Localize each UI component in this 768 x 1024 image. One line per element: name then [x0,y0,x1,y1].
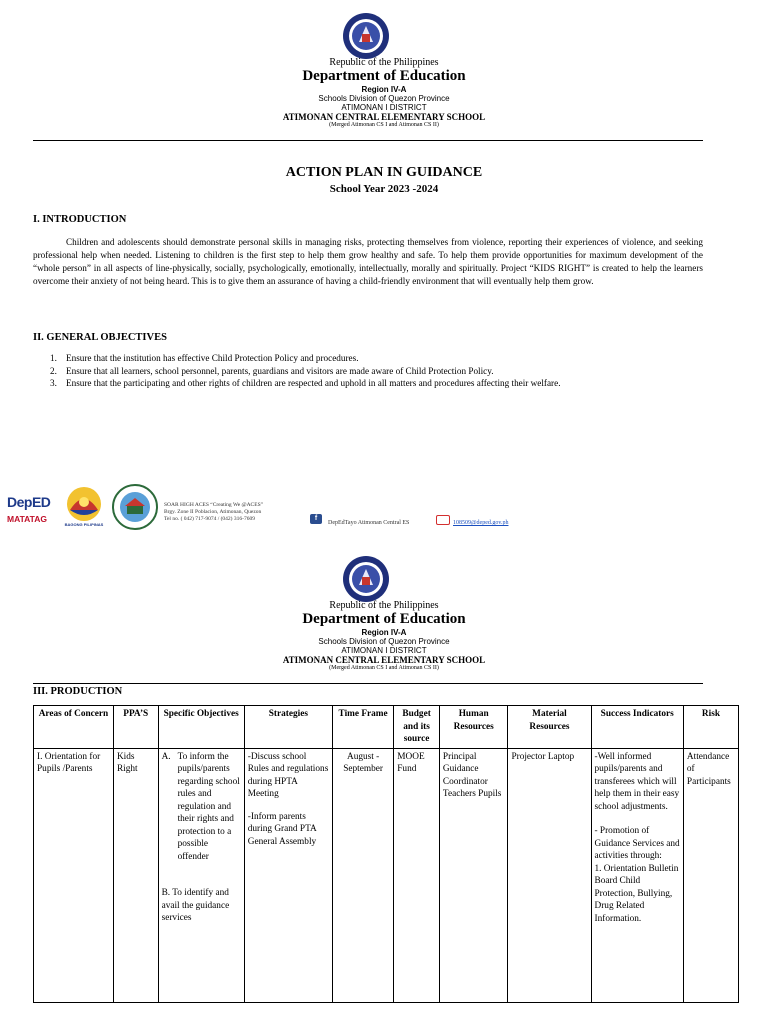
objectives-heading: II. GENERAL OBJECTIVES [33,332,167,343]
letterhead [0,57,768,129]
region-text: Region IV-A [361,85,407,94]
column-header: Material Resources [508,706,591,749]
merged-note: (Merged Atimonan CS I and Atimonan CS II) [329,665,439,671]
district-text: ATIMONAN I DISTRICT [341,646,427,655]
human-resources-cell: Principal Guidance Coordinator Teachers Pupils [439,748,508,1002]
column-header: PPA’S [113,706,158,749]
area-cell: I. Orientation for Pupils /Parents [34,748,114,1002]
success-indicators-cell [591,748,683,1002]
production-heading: III. PRODUCTION [33,686,123,697]
header-divider [33,683,703,684]
indicator-item: 1. Orientation Bulletin Board Child Protection, Bullying, Drug Related Information. [594,863,679,924]
matatag-logo-text: MATATAG [7,514,47,524]
budget-cell: MOOE Fund [394,748,440,1002]
table-header-row [34,706,739,749]
republic-text: Republic of the Philippines [329,57,439,68]
item-number: 3. [50,378,57,388]
column-header: Time Frame [333,706,394,749]
material-resources-cell: Projector Laptop [508,748,591,1002]
school-name: ATIMONAN CENTRAL ELEMENTARY SCHOOL [282,112,486,122]
division-text: Schools Division of Quezon Province [318,94,450,103]
bagong-pilipinas-logo [60,484,108,530]
region-text: Region IV-A [361,628,407,637]
list-item [50,352,710,365]
column-header: Areas of Concern [34,706,114,749]
footer-address-line: Brgy. Zone II Poblacion, Atimonan, Quezon [164,509,262,515]
objective-a-label: A. [161,751,171,762]
column-header: Success Indicators [591,706,683,749]
time-frame-cell: August - September [333,748,394,1002]
risk-cell: Attendance of Participants [683,748,738,1002]
strategy-item: -Discuss school Rules and regulations during HPTA Meeting [247,751,329,799]
division-text: Schools Division of Quezon Province [318,637,450,646]
page-footer [0,484,768,534]
table-row [34,748,739,1002]
school-year: School Year 2023 -2024 [329,183,439,195]
facebook-page-text: DepEdTayo Atimonan Central ES [328,520,410,526]
footer-tagline: SOAR HIGH ACES “Creating We @ACES” [164,502,264,508]
email-link[interactable]: 108509@deped.gov.ph [453,520,509,526]
bagong-pilipinas-text: BAGONG PILIPINAS [64,522,104,527]
column-header: Strategies [244,706,332,749]
introduction-heading: I. INTRODUCTION [33,214,127,225]
strategy-item: -Inform parents during Grand PTA General Assembly [247,811,317,847]
deped-matatag-logo [7,488,53,530]
deped-seal-logo [342,12,390,60]
item-number: 2. [50,365,57,376]
footer-tel: Tel no. ( 042) 717-9074 / (042) 316-7609 [164,516,255,522]
merged-note: (Merged Atimonan CS I and Atimonan CS II) [329,122,439,128]
column-header: Budget and its source [394,706,440,749]
objectives-cell [158,748,244,1002]
deped-seal-logo [342,555,390,603]
item-text: Ensure that the participating and other rights of children are respected and uphold in all matters and procedures affecting their welfare. [66,378,561,388]
header-divider [33,140,703,141]
action-plan-table [33,705,739,1003]
bagong-pilipinas-icon [60,484,108,524]
column-header: Human Resources [439,706,508,749]
item-text: Ensure that all learners, school personnel, parents, guardians and visitors are made aware of Child Protection Policy. [66,365,494,376]
item-number: 1. [50,353,57,363]
school-seal-logo [112,484,158,530]
objectives-list [50,352,710,390]
objective-b-text: B. To identify and avail the guidance services [161,888,230,923]
objective-a-text: To inform the pupils/parents regarding school rules and regulation and their rights and protection to a possible offender [177,751,240,862]
strategies-cell [244,748,332,1002]
school-name: ATIMONAN CENTRAL ELEMENTARY SCHOOL [282,655,486,665]
department-text: Department of Education [302,68,466,84]
department-text: Department of Education [302,611,466,627]
facebook-icon[interactable]: f [310,514,322,524]
list-item [50,377,710,390]
deped-logo-text: DepED [7,494,51,510]
mail-icon[interactable] [436,515,450,525]
letterhead [0,600,768,672]
district-text: ATIMONAN I DISTRICT [341,103,427,112]
item-text: Ensure that the institution has effective Child Protection Policy and procedures. [66,353,359,363]
column-header: Risk [683,706,738,749]
republic-text: Republic of the Philippines [329,600,439,611]
column-header: Specific Objectives [158,706,244,749]
document-title: ACTION PLAN IN GUIDANCE [285,165,483,180]
ppa-cell: Kids Right [113,748,158,1002]
list-item [50,365,710,378]
indicator-item: -Well informed pupils/parents and transferees which will help them in their easy school adjustments. [594,751,680,812]
footer-address [164,502,263,523]
introduction-body: Children and adolescents should demonstrate personal skills in managing risks, protecting themselves from violence, reporting their experiences of violence, and seeking professional help when needed. Listening to children is the first step to help them grow healthy and safe. To help them provide opportunities for maximum development of the “whole person” in all aspects of line-physically, socially, psychologically, emotionally, intellectually, morally and spiritually. Project “KIDS RIGHT” is created to help the learners overcome their anxiety of not being heard. This is to give them an assurance of having a child-friendly environment that will eventually help them grow. [33,237,703,286]
objective-a [162,751,241,864]
indicator-item: - Promotion of Guidance Services and activities through: [594,826,680,861]
